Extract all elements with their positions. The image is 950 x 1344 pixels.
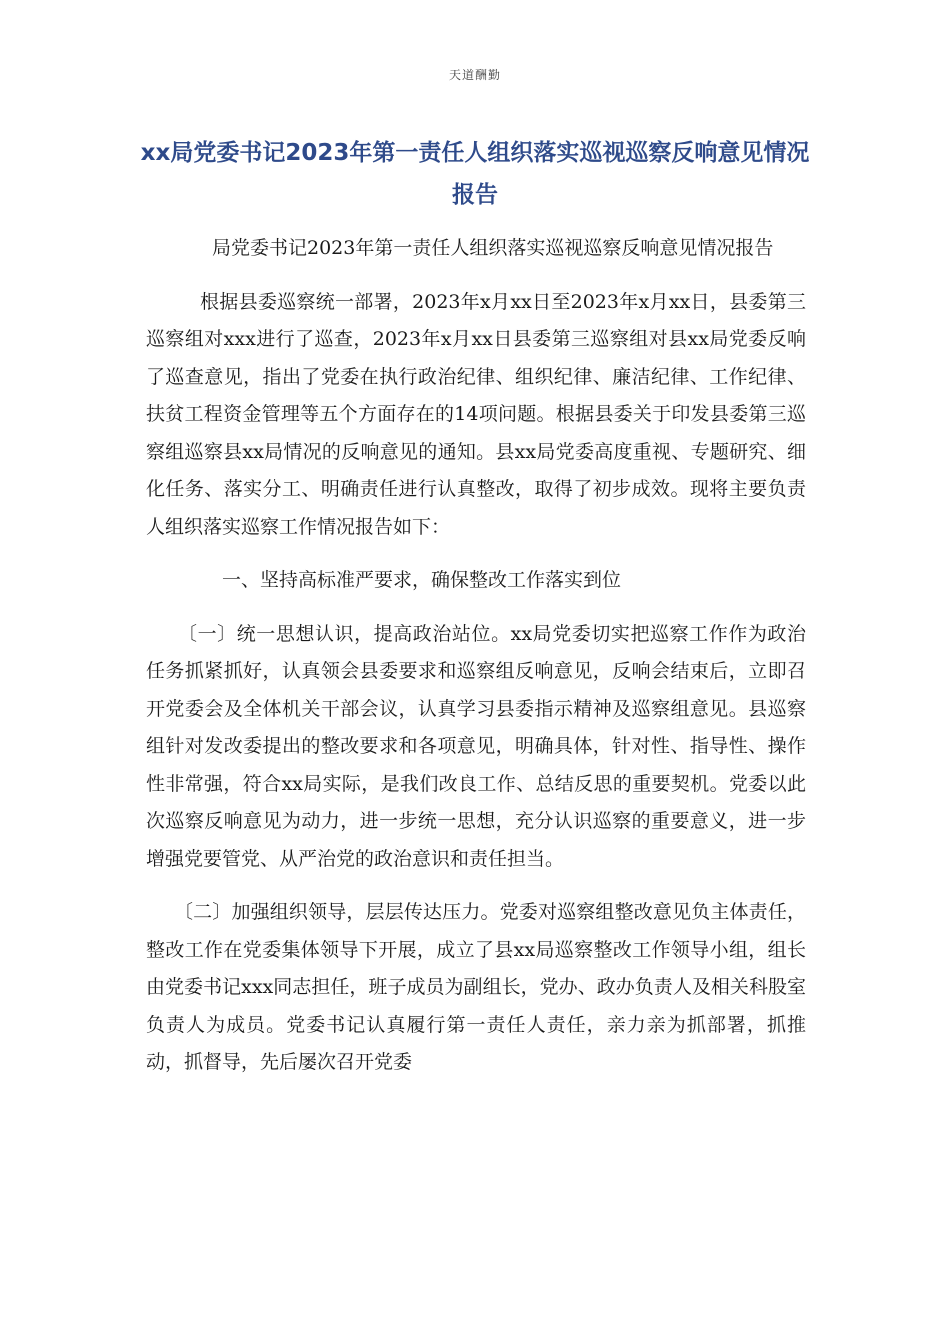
paragraph-subsection-2: 〔二〕加强组织领导，层层传达压力。党委对巡察组整改意见负主体责任，整改工作在党委集体领导下开展，成立了县xx局巡察整改工作领导小组，组长由党委书记xxx同志担任，班子成员为副组长，党办、政办负责人及相关科股室负责人为成员。党委书记认真履行第一责任人责任，亲力亲为抓部署，抓推动，抓督导，先后屡次召开党委 [146, 901, 806, 1073]
document-title: xx局党委书记2023年第一责任人组织落实巡视巡察反响意见情况报告 [140, 140, 810, 208]
paragraph-intro: 根据县委巡察统一部署，2023年x月xx日至2023年x月xx日，县委第三巡察组对xxx进行了巡查，2023年x月xx日县委第三巡察组对县xx局党委反响了巡查意见，指出了党委在执行政治纪律、组织纪律、廉洁纪律、工作纪律、扶贫工程资金管理等五个方面存在的14项问题。根据县委关于印发县委第三巡察组巡察县xx局情况的反响意见的通知。县xx局党委高度重视、专题研究、细化任务、落实分工、明确责任进行认真整改，取得了初步成效。现将主要负责人组织落实巡察工作情况报告如下： [146, 290, 806, 538]
document-body [146, 230, 806, 1098]
paragraph-subsection-1: 〔一〕统一思想认识，提高政治站位。xx局党委切实把巡察工作作为政治任务抓紧抓好，认真领会县委要求和巡察组反响意见，反响会结束后，立即召开党委会及全体机关干部会议，认真学习县委指示精神及巡察组意见。县巡察组针对发改委提出的整改要求和各项意见，明确具体，针对性、指导性、操作性非常强，符合xx局实际，是我们改良工作、总结反思的重要契机。党委以此次巡察反响意见为动力，进一步统一思想，充分认识巡察的重要意义，进一步增强党要管党、从严治党的政治意识和责任担当。 [146, 622, 806, 870]
section-heading-1: 一、坚持高标准严要求，确保整改工作落实到位 [222, 569, 622, 591]
header-watermark: 天道酬勤 [448, 68, 501, 82]
document-subtitle: 局党委书记2023年第一责任人组织落实巡视巡察反响意见情况报告 [212, 237, 774, 259]
